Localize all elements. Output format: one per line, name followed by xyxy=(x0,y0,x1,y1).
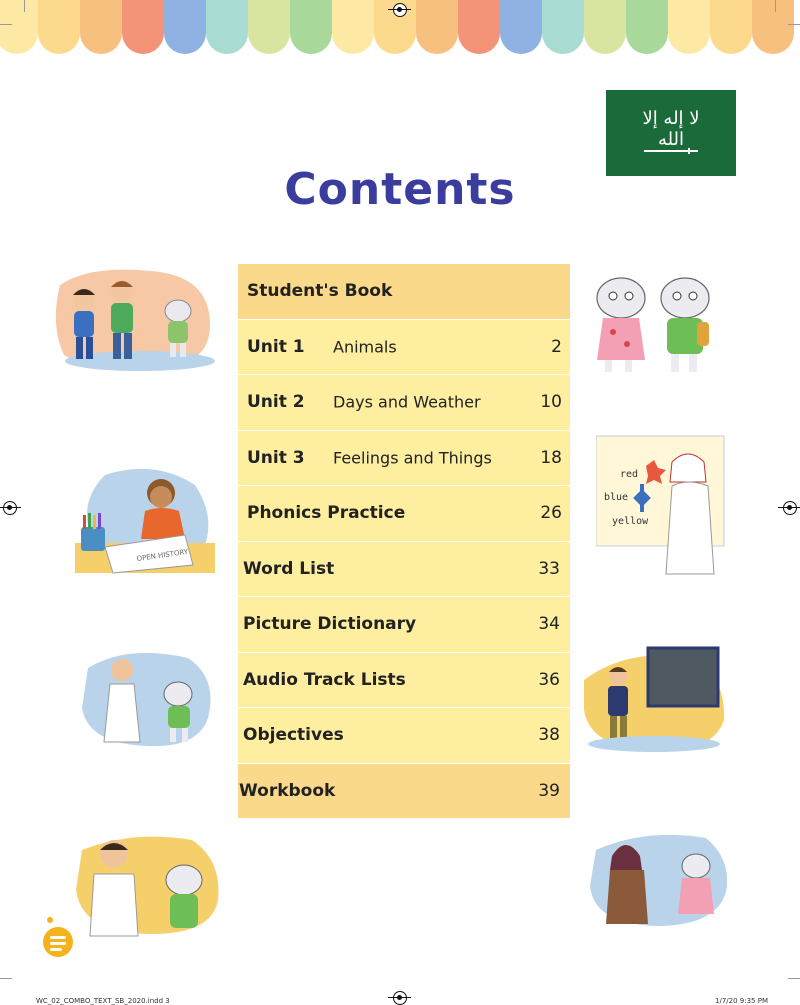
scallop xyxy=(542,0,584,54)
illustration-boy-thobe-cat xyxy=(78,648,218,752)
scallop xyxy=(668,0,710,54)
illustration-two-cats xyxy=(585,272,730,380)
toc-page-number: 10 xyxy=(540,392,562,413)
toc-page-number: 34 xyxy=(538,614,560,635)
toc-row-unit-1[interactable] xyxy=(238,320,570,376)
toc-subtitle: Feelings and Things xyxy=(333,448,492,468)
crop-mark xyxy=(24,0,25,12)
print-slug-right: 1/7/20 9:35 PM xyxy=(715,997,768,1005)
publisher-logo-icon xyxy=(40,912,76,960)
crop-mark xyxy=(0,978,12,979)
scallop xyxy=(206,0,248,54)
page-title: Contents xyxy=(284,164,516,215)
crop-mark xyxy=(788,978,800,979)
toc-page-number: 39 xyxy=(538,780,560,801)
scallop xyxy=(500,0,542,54)
contents-table xyxy=(238,264,570,819)
illustration-woman-and-cat xyxy=(586,830,732,930)
crop-mark xyxy=(788,24,800,25)
toc-row-unit-2[interactable] xyxy=(238,375,570,431)
toc-label: Student's Book xyxy=(247,281,393,302)
board-word-blue: blue xyxy=(604,492,629,503)
toc-row-audio-track-lists[interactable] xyxy=(238,653,570,709)
toc-label: Unit 2 xyxy=(247,392,305,413)
toc-page-number: 2 xyxy=(551,336,562,357)
scallop xyxy=(626,0,668,54)
board-word-yellow: yellow xyxy=(612,516,649,527)
scallop xyxy=(584,0,626,54)
print-slug-left: WC_02_COMBO_TEXT_SB_2020.indd 3 xyxy=(36,997,170,1005)
toc-label: Word List xyxy=(243,558,335,579)
toc-row-students-book[interactable] xyxy=(238,264,570,320)
toc-label: Picture Dictionary xyxy=(243,614,417,635)
flag-calligraphy: ﻻ ﺇﻟﻪ ﺇﻻ ﺍﻟﻠﻪ xyxy=(642,108,700,150)
toc-row-workbook[interactable] xyxy=(238,764,570,820)
illustration-teacher-board xyxy=(596,432,726,577)
toc-row-objectives[interactable] xyxy=(238,708,570,764)
toc-label: Workbook xyxy=(239,780,336,801)
scallop xyxy=(332,0,374,54)
toc-label: Unit 1 xyxy=(247,336,305,357)
toc-subtitle: Days and Weather xyxy=(333,392,481,412)
toc-page-number: 18 xyxy=(540,447,562,468)
toc-label: Unit 3 xyxy=(247,447,305,468)
toc-page-number: 38 xyxy=(538,725,560,746)
scallop xyxy=(164,0,206,54)
scallop xyxy=(458,0,500,54)
crop-mark xyxy=(0,24,12,25)
toc-subtitle: Animals xyxy=(333,337,397,357)
toc-row-unit-3[interactable] xyxy=(238,431,570,487)
scallop xyxy=(248,0,290,54)
scallop xyxy=(80,0,122,54)
registration-mark-bottom xyxy=(393,991,407,1005)
toc-label: Objectives xyxy=(243,725,344,746)
toc-row-picture-dictionary[interactable] xyxy=(238,597,570,653)
toc-page-number: 36 xyxy=(538,669,560,690)
scallop xyxy=(710,0,752,54)
scallop xyxy=(752,0,794,54)
toc-label: Audio Track Lists xyxy=(243,669,406,690)
registration-mark-right xyxy=(783,501,797,515)
crop-mark xyxy=(775,0,776,12)
toc-row-phonics-practice[interactable] xyxy=(238,486,570,542)
scallop xyxy=(38,0,80,54)
illustration-boy-drawing xyxy=(75,465,215,575)
scallop xyxy=(122,0,164,54)
toc-page-number: 33 xyxy=(538,558,560,579)
illustration-boys-and-cat xyxy=(50,265,215,375)
toc-label: Phonics Practice xyxy=(247,503,406,524)
sword-icon xyxy=(644,148,698,154)
scallop xyxy=(290,0,332,54)
registration-mark-top xyxy=(393,3,407,17)
paper-text: OPEN HISTORY xyxy=(136,547,189,563)
board-word-red: red xyxy=(620,469,639,480)
illustration-man-and-cat xyxy=(72,830,222,938)
illustration-boy-blackboard xyxy=(584,640,726,756)
toc-row-word-list[interactable] xyxy=(238,542,570,598)
registration-mark-left xyxy=(3,501,17,515)
toc-page-number: 26 xyxy=(540,503,562,524)
scallop xyxy=(0,0,38,54)
scallop xyxy=(416,0,458,54)
